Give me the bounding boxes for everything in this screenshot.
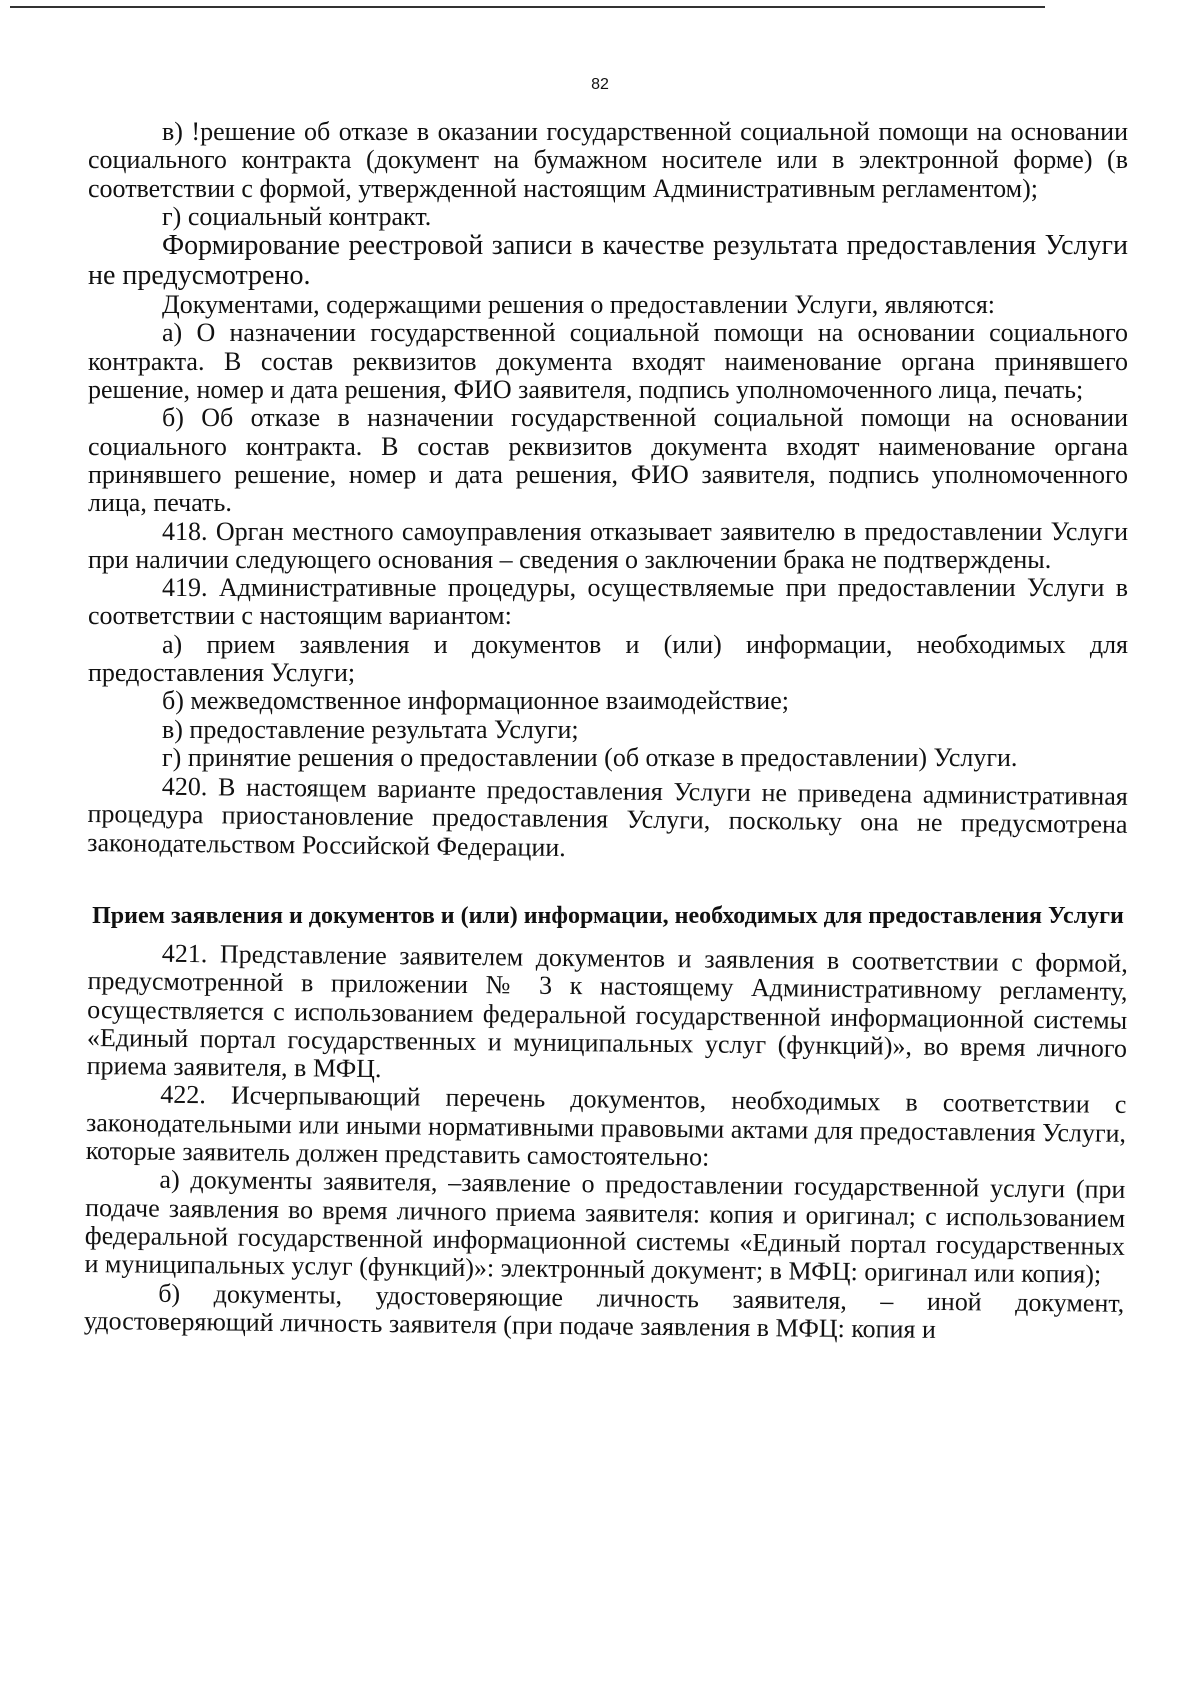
- paragraph-decision-documents: Документами, содержащими решения о предоставлении Услуги, являются:: [162, 290, 996, 320]
- paragraph-grant-decision: а) О назначении государственной социальной помощи на основании социального контракта. В состав реквизитов документа входят наименование органа принявшего решение, номер и дата решения, ФИО заявителя, подпись уполномоченного лица, печать;: [88, 318, 1128, 405]
- list-item-applicant-documents: а) документы заявителя, –заявление о предоставлении государственной услуги (при подаче заявления во время личного приема заявителя: копия и оригинал; с использованием федеральной государственной информационной системы «Единый портал государственных и муниципальных услуг (функций)»: электронный документ; в МФЦ: оригинал или копия);: [84, 1165, 1126, 1290]
- paragraph-422: 422. Исчерпывающий перечень документов, необходимых в соответствии с законодательными или иными нормативными правовыми актами для предоставления Услуги, которые заявитель должен представить самостоятельно:: [85, 1080, 1127, 1172]
- paragraph-420: 420. В настоящем варианте предоставления Услуги не приведена административная процедура приостановление предоставления Услуги, поскольку она не предусмотрена законодательством Российской Федерации.: [87, 772, 1128, 862]
- paragraph-social-contract: г) социальный контракт.: [162, 201, 432, 231]
- list-item-a: а) прием заявления и документов и (или) информации, необходимых для предоставления Услуги;: [88, 629, 1128, 688]
- list-item-g: г) принятие решения о предоставлении (об отказе в предоставлении) Услуги.: [162, 742, 1018, 772]
- paragraph-refusal-decision: б) Об отказе в назначении государственной социальной помощи на основании социального контракта. В состав реквизитов документа входят наименование органа принявшего решение, номер и дата решения, ФИО заявителя, подпись уполномоченного лица, печать.: [88, 403, 1128, 518]
- list-item-b: б) межведомственное информационное взаимодействие;: [162, 686, 789, 716]
- section-heading: Прием заявления и документов и (или) информации, необходимых для предоставления Услуги: [92, 903, 1124, 930]
- list-item-identity-documents: б) документы, удостоверяющие личность заявителя, – иной документ, удостоверяющий личность заявителя (при подаче заявления в МФЦ: копия и: [83, 1278, 1125, 1344]
- section-body: [84, 939, 1128, 1346]
- paragraph-decision-refusal: в) !решение об отказе в оказании государственной социальной помощи на основании социального контракта (документ на бумажном носителе или в электронной форме) (в соответствии с формой, утвержденной настоящим Административным регламентом);: [88, 117, 1128, 203]
- list-item-v: в) предоставление результата Услуги;: [162, 714, 579, 744]
- page-number: 82: [591, 76, 609, 93]
- paragraph-419: 419. Административные процедуры, осуществляемые при предоставлении Услуги в соответствии с настоящим вариантом:: [88, 573, 1128, 631]
- top-rule: [10, 6, 1045, 8]
- paragraph-418: 418. Орган местного самоуправления отказывает заявителю в предоставлении Услуги при наличии следующего основания – сведения о заключении брака не подтверждены.: [88, 516, 1128, 574]
- paragraph-registry-record: Формирование реестровой записи в качестве результата предоставления Услуги не предусмотрено.: [88, 230, 1128, 292]
- document-body: [83, 117, 1128, 1344]
- paragraph-421: 421. Представление заявителем документов и заявления в соответствии с формой, предусмотренной в приложении № 3 к настоящему Административному регламенту, осуществляется с использованием федеральной государственной информационной системы «Единый портал государственных и муниципальных услуг (функций)», во время личного приема заявителя, в МФЦ.: [86, 938, 1128, 1084]
